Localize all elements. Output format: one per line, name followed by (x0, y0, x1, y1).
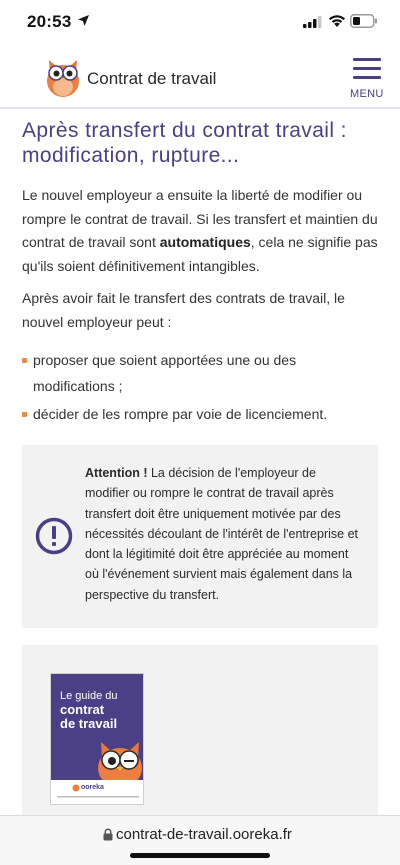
url-text[interactable]: contrat-de-travail.ooreka.fr (116, 826, 292, 843)
menu-label: MENU (350, 88, 384, 100)
attention-text: Attention ! La décision de l'employeur de modifier ou rompre le contrat de travail après transfert doit être uniquement motivée par des nécessités découlant de l'intérêt de l'entreprise et dont la légitimité doit être appréciée au moment où l'événement survient mais également dans la perspective du transfert. (85, 466, 358, 602)
status-bar (0, 0, 400, 44)
guide-cover-footer (51, 780, 144, 804)
ooreka-logo-icon (72, 784, 80, 792)
wifi-icon (328, 14, 346, 28)
owl-mascot-icon (95, 736, 144, 782)
home-indicator[interactable] (130, 853, 270, 858)
guide-promo (22, 645, 378, 825)
exclamation-circle-icon (35, 517, 73, 555)
guide-brand: ooreka (81, 784, 104, 791)
guide-cover[interactable] (50, 673, 144, 805)
list-item: décider de les rompre par voie de licenciement. (22, 401, 378, 427)
list-item: proposer que soient apportées une ou des modifications ; (22, 347, 378, 399)
menu-button[interactable] (347, 54, 389, 102)
bullet-icon (22, 358, 27, 363)
owl-logo-icon[interactable] (45, 56, 81, 98)
status-time: 20:53 (27, 12, 72, 31)
guide-tagline-lines (57, 795, 139, 799)
site-title[interactable]: Contrat de travail (87, 69, 217, 88)
lock-icon (103, 828, 113, 841)
location-arrow-icon (77, 14, 90, 27)
browser-url-bar[interactable] (0, 815, 400, 865)
article-title: Après transfert du contrat travail : modification, rupture... (22, 119, 347, 167)
paragraph-options: Après avoir fait le transfert des contrats de travail, le nouvel employeur peut : (22, 290, 345, 330)
battery-icon (350, 14, 378, 28)
options-list (22, 347, 378, 427)
paragraph-intro: Le nouvel employeur a ensuite la liberté de modifier ou rompre le contrat de travail. Si les transfert et maintien du contrat de travail sont automatiques, cela ne signifie pas qu'ils soient définitivement intangibles. (22, 187, 378, 274)
signal-icon (303, 16, 323, 28)
attention-box (22, 445, 378, 628)
hamburger-icon (353, 58, 381, 61)
guide-cover-title: Le guide du contrat de travail (60, 690, 118, 731)
bullet-icon (22, 412, 27, 417)
site-header (0, 44, 400, 109)
